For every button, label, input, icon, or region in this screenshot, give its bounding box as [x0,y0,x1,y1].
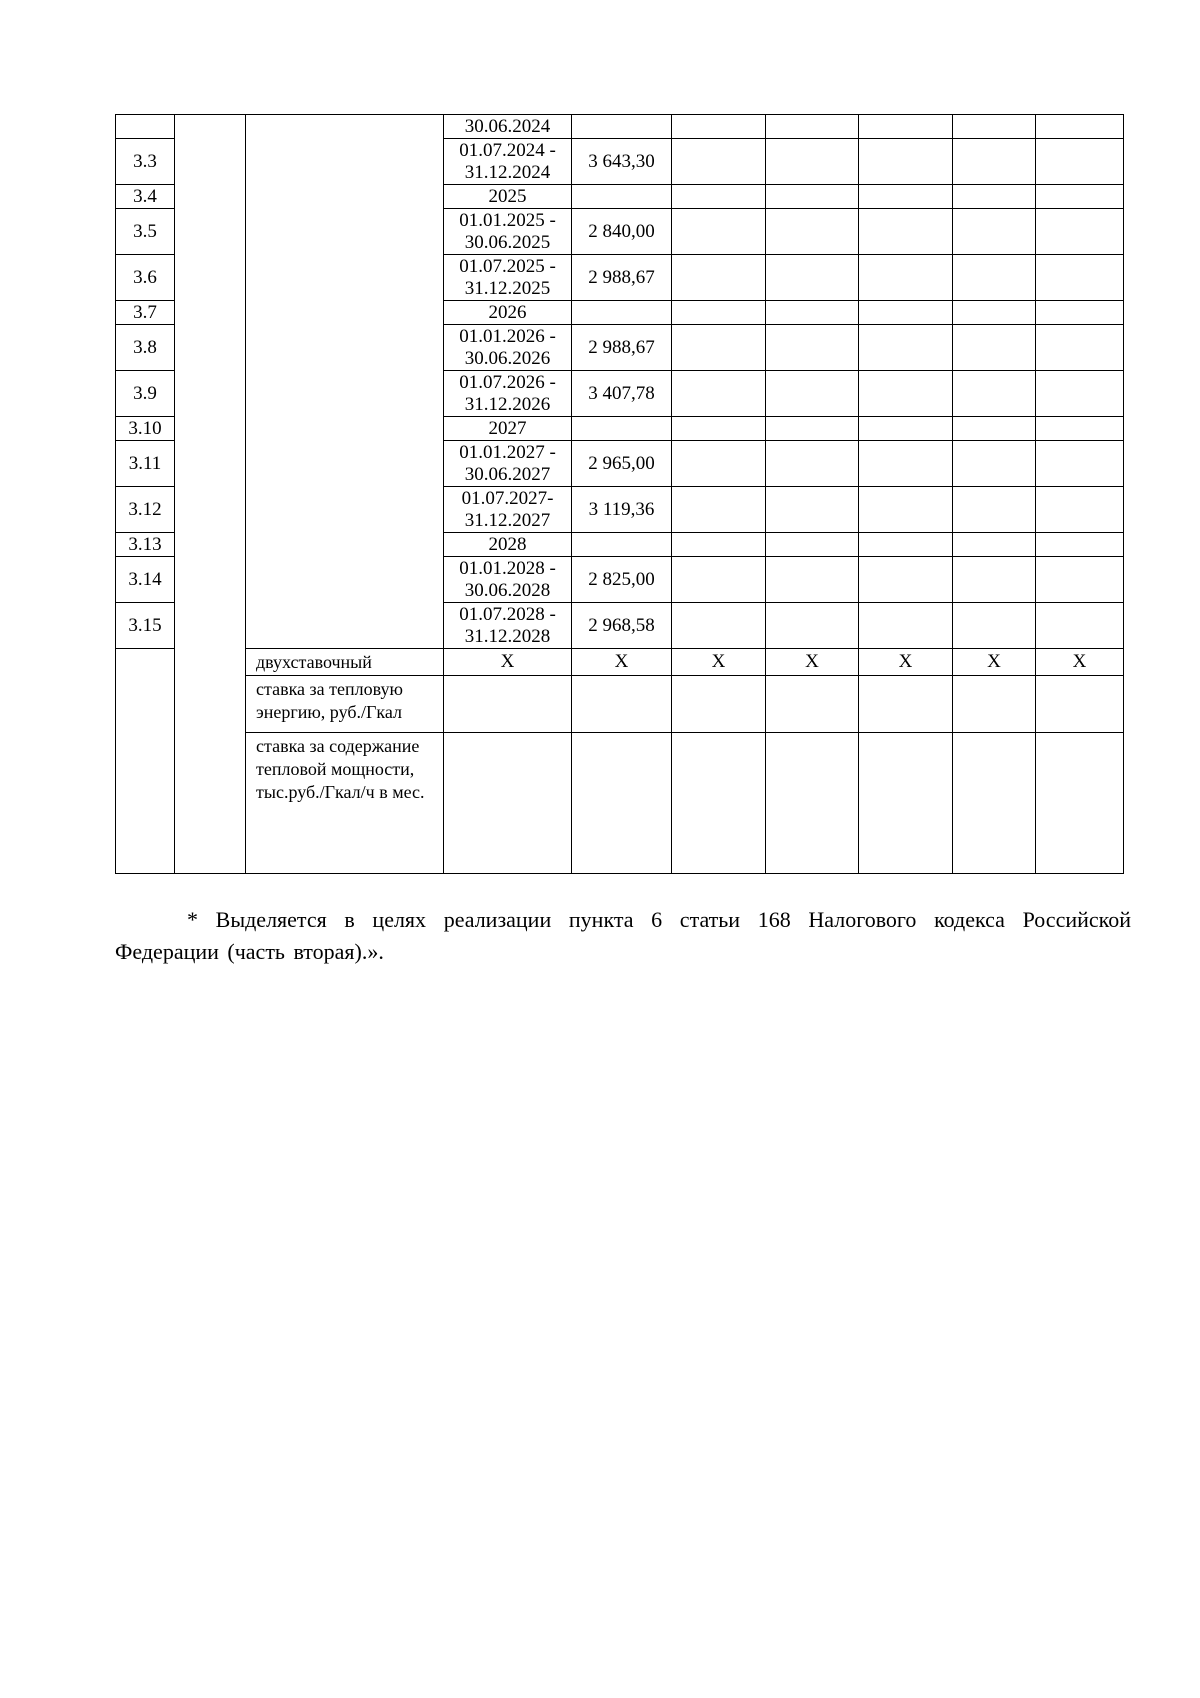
empty-cell [572,733,672,874]
row-number [116,115,175,139]
empty-cell [1036,557,1124,603]
empty-cell [1036,185,1124,209]
empty-cell [672,185,766,209]
period-line: 01.01.2026 - [459,325,556,347]
period-line: 31.12.2025 [464,277,551,299]
empty-cell [766,603,859,649]
x-mark: Х [766,649,859,676]
row-number: 3.15 [116,603,175,649]
empty-cell [672,487,766,533]
empty-cell [953,371,1036,417]
empty-cell [953,115,1036,139]
empty-cell [1036,441,1124,487]
row-number: 3.10 [116,417,175,441]
empty-cell [1036,325,1124,371]
empty-cell [766,676,859,733]
period-line: 01.07.2025 - [459,255,556,277]
empty-cell [672,209,766,255]
empty-cell [766,371,859,417]
period-line: 30.06.2028 [464,579,551,601]
x-mark: Х [444,649,572,676]
empty-cell [859,115,953,139]
tariff-value [572,533,672,557]
tariff-value: 2 825,00 [572,557,672,603]
empty-cell [953,301,1036,325]
period-line: 01.01.2027 - [459,441,556,463]
empty-cell [859,209,953,255]
period-cell [444,487,572,533]
empty-cell [953,533,1036,557]
period-cell [444,209,572,255]
period-line: 2027 [488,417,527,439]
empty-cell [953,557,1036,603]
empty-cell [859,139,953,185]
tariff-value: 2 988,67 [572,325,672,371]
empty-cell [672,139,766,185]
row-number: 3.5 [116,209,175,255]
empty-cell [1036,209,1124,255]
period-line: 2025 [488,185,527,207]
tariff-value [572,185,672,209]
empty-cell [766,139,859,185]
row-number-blank [116,649,175,874]
period-line: 30.06.2024 [464,115,551,137]
tariff-value: 2 968,58 [572,603,672,649]
merged-blank-cell [246,115,444,649]
empty-cell [953,185,1036,209]
period-line: 31.12.2027 [464,509,551,531]
empty-cell [953,417,1036,441]
capacity-rate-label: ставка за содержание тепловой мощности, тыс.руб./Гкал/ч в мес. [246,733,444,874]
tariff-value: 3 407,78 [572,371,672,417]
row-number: 3.9 [116,371,175,417]
period-line: 30.06.2025 [464,231,551,253]
empty-cell [953,209,1036,255]
period-line: 01.07.2028 - [459,603,556,625]
period-cell [444,301,572,325]
empty-cell [859,301,953,325]
empty-cell [859,371,953,417]
row-number: 3.8 [116,325,175,371]
empty-cell [766,733,859,874]
tariff-value: 3 643,30 [572,139,672,185]
empty-cell [1036,417,1124,441]
empty-cell [672,371,766,417]
merged-blank-cell [175,115,246,874]
empty-cell [672,533,766,557]
empty-cell [859,676,953,733]
period-line: 2028 [488,533,527,555]
empty-cell [953,325,1036,371]
empty-cell [672,325,766,371]
empty-cell [672,676,766,733]
empty-cell [672,603,766,649]
empty-cell [859,255,953,301]
period-cell [444,557,572,603]
empty-cell [953,441,1036,487]
tariff-value: 2 988,67 [572,255,672,301]
empty-cell [766,417,859,441]
empty-cell [1036,487,1124,533]
row-number: 3.13 [116,533,175,557]
heat-rate-label: ставка за тепловую энергию, руб./Гкал [246,676,444,733]
capacity-rate-row [116,733,1124,874]
table-row [116,115,1124,139]
period-line: 01.07.2027- [461,487,554,509]
period-line: 01.01.2025 - [459,209,556,231]
empty-cell [953,139,1036,185]
period-line: 01.07.2024 - [459,139,556,161]
period-cell [444,185,572,209]
empty-cell [672,301,766,325]
tariff-value: 3 119,36 [572,487,672,533]
empty-cell [444,733,572,874]
footnote: * Выделяется в целях реализации пункта 6 статьи 168 Налогового кодекса Российской Федерации (часть вторая).». [115,907,1131,964]
row-number: 3.4 [116,185,175,209]
x-mark: Х [672,649,766,676]
row-number: 3.7 [116,301,175,325]
period-cell [444,255,572,301]
period-line: 30.06.2026 [464,347,551,369]
tariff-value: 2 840,00 [572,209,672,255]
period-cell [444,441,572,487]
period-cell [444,603,572,649]
empty-cell [672,441,766,487]
period-line: 2026 [488,301,527,323]
empty-cell [859,185,953,209]
x-mark: Х [1036,649,1124,676]
empty-cell [1036,676,1124,733]
period-line: 01.07.2026 - [459,371,556,393]
row-number: 3.12 [116,487,175,533]
period-cell [444,371,572,417]
empty-cell [953,255,1036,301]
empty-cell [672,115,766,139]
two-rate-label: двухставочный [246,649,444,676]
empty-cell [672,733,766,874]
period-line: 31.12.2028 [464,625,551,647]
empty-cell [766,557,859,603]
tariff-table [115,114,1124,874]
empty-cell [859,441,953,487]
empty-cell [859,417,953,441]
empty-cell [1036,115,1124,139]
empty-cell [572,676,672,733]
two-rate-row [116,649,1124,676]
empty-cell [766,533,859,557]
empty-cell [766,115,859,139]
tariff-value: 2 965,00 [572,441,672,487]
empty-cell [859,733,953,874]
period-line: 01.01.2028 - [459,557,556,579]
period-cell [444,115,572,139]
empty-cell [672,417,766,441]
period-cell [444,139,572,185]
empty-cell [859,533,953,557]
empty-cell [953,603,1036,649]
empty-cell [766,325,859,371]
empty-cell [766,441,859,487]
empty-cell [953,676,1036,733]
x-mark: Х [859,649,953,676]
empty-cell [859,557,953,603]
empty-cell [1036,301,1124,325]
empty-cell [1036,139,1124,185]
row-number: 3.11 [116,441,175,487]
empty-cell [1036,733,1124,874]
empty-cell [672,255,766,301]
empty-cell [953,733,1036,874]
tariff-value [572,417,672,441]
empty-cell [859,603,953,649]
empty-cell [766,185,859,209]
empty-cell [766,301,859,325]
tariff-value [572,115,672,139]
row-number: 3.14 [116,557,175,603]
period-cell [444,533,572,557]
period-line: 31.12.2026 [464,393,551,415]
period-cell [444,417,572,441]
empty-cell [859,325,953,371]
row-number: 3.6 [116,255,175,301]
empty-cell [1036,603,1124,649]
empty-cell [859,487,953,533]
row-number: 3.3 [116,139,175,185]
empty-cell [766,209,859,255]
period-line: 31.12.2024 [464,161,551,183]
x-mark: Х [572,649,672,676]
empty-cell [1036,371,1124,417]
tariff-value [572,301,672,325]
period-line: 30.06.2027 [464,463,551,485]
x-mark: Х [953,649,1036,676]
empty-cell [1036,533,1124,557]
empty-cell [1036,255,1124,301]
empty-cell [766,487,859,533]
heat-rate-row [116,676,1124,733]
empty-cell [672,557,766,603]
empty-cell [953,487,1036,533]
empty-cell [444,676,572,733]
period-cell [444,325,572,371]
empty-cell [766,255,859,301]
